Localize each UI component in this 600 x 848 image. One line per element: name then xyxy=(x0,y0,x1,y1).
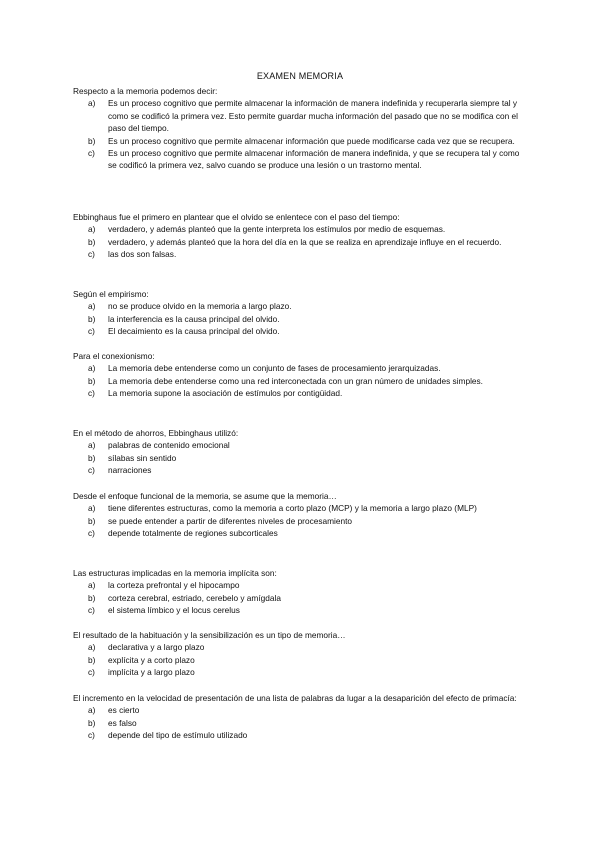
option xyxy=(73,717,528,729)
question-5 xyxy=(73,427,528,477)
option-text: tiene diferentes estructuras, como la memoria a corto plazo (MCP) y la memoria a largo plazo (MLP) xyxy=(108,503,477,514)
option-letter: a) xyxy=(88,705,96,716)
option xyxy=(73,300,528,312)
option-text: la corteza prefrontal y el hipocampo xyxy=(108,580,240,591)
option xyxy=(73,502,528,514)
option-text: La memoria debe entenderse como una red interconectada con un gran número de unidades simples. xyxy=(108,375,483,386)
option xyxy=(73,375,528,387)
options-list xyxy=(73,704,528,741)
option-text: no se produce olvido en la memoria a largo plazo. xyxy=(108,301,292,312)
option-letter: b) xyxy=(88,375,96,386)
option xyxy=(73,666,528,678)
option-letter: b) xyxy=(88,313,96,324)
option-text: las dos son falsas. xyxy=(108,249,177,260)
option-text: la interferencia es la causa principal del olvido. xyxy=(108,313,280,324)
question-text: El incremento en la velocidad de presentación de una lista de palabras da lugar a la desaparición del efecto de primacía: xyxy=(73,693,517,703)
option-letter: b) xyxy=(88,592,96,603)
option-text: depende totalmente de regiones subcorticales xyxy=(108,528,278,539)
question-text: Según el empirismo: xyxy=(73,289,149,299)
option-letter: a) xyxy=(88,301,96,312)
question-text: En el método de ahorros, Ebbinghaus utilizó: xyxy=(73,428,239,438)
option xyxy=(73,313,528,325)
option-letter: a) xyxy=(88,98,96,109)
question-4 xyxy=(73,350,528,400)
option xyxy=(73,452,528,464)
options-list xyxy=(73,439,528,476)
option xyxy=(73,97,528,134)
option xyxy=(73,464,528,476)
option xyxy=(73,604,528,616)
option xyxy=(73,527,528,539)
option xyxy=(73,704,528,716)
option-text: La memoria debe entenderse como un conjunto de fases de procesamiento jerarquizadas. xyxy=(108,363,441,374)
option-letter: c) xyxy=(88,528,95,539)
option-letter: a) xyxy=(88,224,96,235)
question-text: Ebbinghaus fue el primero en plantear que el olvido se enlentece con el paso del tiempo: xyxy=(73,212,400,222)
options-list xyxy=(73,97,528,171)
option-text: Es un proceso cognitivo que permite almacenar información que puede modificarse cada vez que se recupera. xyxy=(108,135,515,146)
option-letter: b) xyxy=(88,452,96,463)
option-text: sílabas sin sentido xyxy=(108,452,177,463)
option xyxy=(73,592,528,604)
option-letter: b) xyxy=(88,717,96,728)
option xyxy=(73,579,528,591)
options-list xyxy=(73,579,528,616)
option-letter: b) xyxy=(88,515,96,526)
question-text: Para el conexionismo: xyxy=(73,351,155,361)
option-letter: b) xyxy=(88,654,96,665)
options-list xyxy=(73,300,528,337)
option-text: palabras de contenido emocional xyxy=(108,440,230,451)
options-list xyxy=(73,502,528,539)
question-1 xyxy=(73,85,528,172)
option-text: narraciones xyxy=(108,465,152,476)
option-text: se puede entender a partir de diferentes niveles de procesamiento xyxy=(108,515,352,526)
option xyxy=(73,362,528,374)
option-letter: c) xyxy=(88,605,95,616)
question-9 xyxy=(73,692,528,742)
option-text: el sistema límbico y el locus cerelus xyxy=(108,605,240,616)
question-text: Desde el enfoque funcional de la memoria, se asume que la memoria… xyxy=(73,491,337,501)
option-letter: a) xyxy=(88,503,96,514)
question-8 xyxy=(73,629,528,679)
option-letter: c) xyxy=(88,465,95,476)
question-6 xyxy=(73,490,528,540)
option-letter: b) xyxy=(88,236,96,247)
option xyxy=(73,135,528,147)
option-text: corteza cerebral, estriado, cerebelo y amígdala xyxy=(108,592,281,603)
option-letter: a) xyxy=(88,580,96,591)
option xyxy=(73,439,528,451)
option xyxy=(73,654,528,666)
option xyxy=(73,236,528,248)
option xyxy=(73,641,528,653)
page-title: EXAMEN MEMORIA xyxy=(256,71,344,81)
option-text: implícita y a largo plazo xyxy=(108,667,195,678)
option-letter: c) xyxy=(88,148,95,159)
option xyxy=(73,147,528,172)
option-text: Es un proceso cognitivo que permite almacenar la información de manera indefinida y recuperarla siempre tal y como se codificó la primera vez. Esto permite guardar mucha información del pasado que no se modifica con el paso del tiempo. xyxy=(108,98,518,134)
option-text: declarativa y a largo plazo xyxy=(108,642,205,653)
option-letter: c) xyxy=(88,730,95,741)
option xyxy=(73,387,528,399)
option-letter: c) xyxy=(88,326,95,337)
question-text: El resultado de la habituación y la sensibilización es un tipo de memoria… xyxy=(73,630,346,640)
option-letter: a) xyxy=(88,363,96,374)
question-2 xyxy=(73,211,528,261)
option-letter: c) xyxy=(88,667,95,678)
option-text: Es un proceso cognitivo que permite almacenar información de manera indefinida, y que se recupera tal y como se codificó la primera vez, salvo cuando se produce una lesión o un trastorno mental. xyxy=(108,148,520,171)
options-list xyxy=(73,223,528,260)
question-text: Las estructuras implicadas en la memoria implícita son: xyxy=(73,568,277,578)
option-letter: c) xyxy=(88,249,95,260)
option xyxy=(73,515,528,527)
option-letter: c) xyxy=(88,388,95,399)
question-3 xyxy=(73,288,528,338)
option-letter: a) xyxy=(88,440,96,451)
option xyxy=(73,729,528,741)
option xyxy=(73,248,528,260)
question-text: Respecto a la memoria podemos decir: xyxy=(73,86,218,96)
option-text: El decaimiento es la causa principal del olvido. xyxy=(108,326,280,337)
option-text: es cierto xyxy=(108,705,140,716)
option xyxy=(73,325,528,337)
options-list xyxy=(73,641,528,678)
option-text: verdadero, y además planteó que la hora del día en la que se realiza en aprendizaje influye en el recuerdo. xyxy=(108,236,502,247)
question-7 xyxy=(73,567,528,617)
option-text: La memoria supone la asociación de estímulos por contigüidad. xyxy=(108,388,343,399)
options-list xyxy=(73,362,528,399)
option xyxy=(73,223,528,235)
option-text: explícita y a corto plazo xyxy=(108,654,195,665)
option-text: depende del tipo de estímulo utilizado xyxy=(108,730,248,741)
option-letter: a) xyxy=(88,642,96,653)
option-text: es falso xyxy=(108,717,137,728)
option-letter: b) xyxy=(88,135,96,146)
option-text: verdadero, y además planteó que la gente interpreta los estímulos por medio de esquemas. xyxy=(108,224,446,235)
